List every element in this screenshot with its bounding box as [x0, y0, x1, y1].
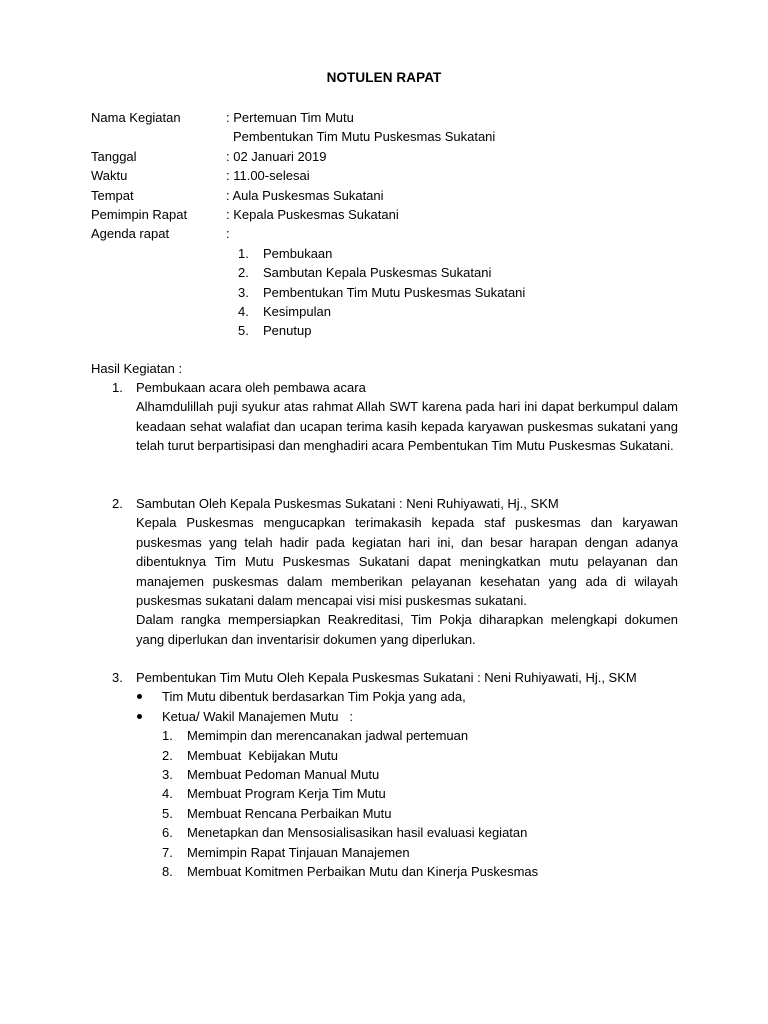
- task-item: [162, 746, 678, 765]
- info-value: : Kepala Puskesmas Sukatani: [226, 206, 399, 222]
- section-number: 1.: [112, 380, 123, 395]
- agenda-item-text: Penutup: [263, 323, 312, 339]
- info-row-tanggal: [91, 147, 691, 166]
- section-heading: [112, 378, 678, 397]
- bullet-icon: [136, 707, 162, 726]
- agenda-item: [238, 302, 691, 321]
- info-label: Agenda rapat: [91, 226, 170, 242]
- hasil-kegiatan-heading: Hasil Kegiatan :: [91, 361, 183, 376]
- info-label: Nama Kegiatan: [91, 110, 181, 125]
- bullet-text: Ketua/ Wakil Manajemen Mutu :: [162, 708, 353, 724]
- section-heading-text: Pembentukan Tim Mutu Oleh Kepala Puskesmas Sukatani : Neni Ruhiyawati, Hj., SKM: [136, 670, 637, 685]
- task-text: Membuat Komitmen Perbaikan Mutu dan Kinerja Puskesmas: [187, 863, 539, 879]
- task-item: [162, 765, 678, 784]
- bullet-text: Tim Mutu dibentuk berdasarkan Tim Pokja yang ada,: [162, 689, 466, 705]
- section-heading-text: Sambutan Oleh Kepala Puskesmas Sukatani : Neni Ruhiyawati, Hj., SKM: [136, 496, 559, 511]
- agenda-item: [238, 321, 691, 340]
- list-number: 5.: [238, 323, 249, 339]
- agenda-item: [238, 263, 691, 282]
- agenda-item: [238, 283, 691, 302]
- list-number: 6.: [162, 825, 173, 841]
- bullet-item: [136, 687, 678, 706]
- list-number: 4.: [162, 786, 173, 802]
- task-item: [162, 843, 678, 862]
- meeting-info: [91, 108, 691, 341]
- list-number: 2.: [162, 747, 173, 763]
- section-sambutan: [112, 494, 678, 649]
- list-number: 5.: [162, 805, 173, 821]
- info-row-agenda-rapat: [91, 224, 691, 243]
- info-value: : 02 Januari 2019: [226, 148, 327, 164]
- agenda-item: [238, 244, 691, 263]
- section-heading-text: Pembukaan acara oleh pembawa acara: [136, 380, 366, 395]
- list-number: 4.: [238, 303, 249, 319]
- task-item: [162, 804, 678, 823]
- info-row-pemimpin-rapat: [91, 205, 691, 224]
- info-label: Tempat: [91, 187, 134, 203]
- agenda-list: [91, 244, 691, 341]
- section-heading: [112, 668, 678, 687]
- list-number: 3.: [162, 766, 173, 782]
- info-label: Pemimpin Rapat: [91, 206, 188, 222]
- list-number: 3.: [238, 284, 249, 300]
- info-row-nama-kegiatan: [91, 108, 691, 127]
- task-item: [162, 823, 678, 842]
- bullet-list: [136, 687, 678, 726]
- info-label: Tanggal: [91, 148, 137, 164]
- paragraph: Dalam rangka mempersiapkan Reakreditasi, Tim Pokja diharapkan melengkapi dokumen yang diperlukan dan inventarisir dokumen yang diperlukan.: [136, 612, 678, 647]
- agenda-item-text: Pembukaan: [263, 245, 333, 261]
- section-pembentukan-tim-mutu: [112, 668, 678, 881]
- info-value: : Pertemuan Tim Mutu: [226, 110, 354, 125]
- task-item: [162, 784, 678, 803]
- list-number: 1.: [238, 245, 249, 261]
- info-label: Waktu: [91, 168, 128, 184]
- list-number: 7.: [162, 844, 173, 860]
- task-list: [112, 726, 678, 881]
- info-value: :: [226, 226, 230, 242]
- info-row-tempat: [91, 186, 691, 205]
- info-value: : Aula Puskesmas Sukatani: [226, 187, 384, 203]
- task-text: Memimpin dan merencanakan jadwal pertemuan: [187, 728, 469, 744]
- paragraph: Kepala Puskesmas mengucapkan terimakasih kepada staf puskesmas dan karyawan puskesmas yang telah hadir pada kegiatan hari ini, dan besar harapan dengan adanya dibentuknya Tim Mutu Puskesmas Sukatani dapat meningkatkan mutu pelayanan dan manajemen puskesmas dalam memberikan pelayanan kesehatan yang ada di wilayah puskesmas sukatani dalam mencapai visi misi puskesmas sukatani.: [136, 515, 678, 609]
- task-item: [162, 862, 678, 881]
- info-value: : 11.00-selesai: [226, 168, 310, 184]
- paragraph: Alhamdulillah puji syukur atas rahmat Allah SWT karena pada hari ini dapat berkumpul dalam keadaan sehat walafiat dan ucapan terima kasih kepada karyawan puskesmas sukatani yang telah turut berpartisipasi dan menghadiri acara Pembentukan Tim Mutu Puskesmas Sukatani.: [136, 399, 678, 454]
- section-number: 3.: [112, 670, 123, 685]
- section-pembukaan: [112, 378, 678, 456]
- list-number: 8.: [162, 863, 173, 879]
- section-number: 2.: [112, 496, 123, 511]
- agenda-item-text: Pembentukan Tim Mutu Puskesmas Sukatani: [263, 284, 526, 300]
- agenda-item-text: Sambutan Kepala Puskesmas Sukatani: [263, 265, 492, 281]
- section-body: [136, 397, 678, 455]
- document-title: NOTULEN RAPAT: [326, 70, 442, 85]
- task-text: Membuat Rencana Perbaikan Mutu: [187, 805, 392, 821]
- section-body: [136, 513, 678, 649]
- task-text: Menetapkan dan Mensosialisasikan hasil evaluasi kegiatan: [187, 825, 528, 841]
- task-text: Membuat Program Kerja Tim Mutu: [187, 786, 386, 802]
- agenda-item-text: Kesimpulan: [263, 303, 331, 319]
- bullet-icon: [136, 687, 162, 706]
- task-text: Membuat Kebijakan Mutu: [187, 747, 339, 763]
- section-heading: [112, 494, 678, 513]
- task-text: Membuat Pedoman Manual Mutu: [187, 766, 380, 782]
- task-item: [162, 726, 678, 745]
- info-value-continued: Pembentukan Tim Mutu Puskesmas Sukatani: [233, 129, 496, 145]
- list-number: 2.: [238, 265, 249, 281]
- info-row-waktu: [91, 166, 691, 185]
- list-number: 1.: [162, 728, 173, 744]
- bullet-item: [136, 707, 678, 726]
- task-text: Memimpin Rapat Tinjauan Manajemen: [187, 844, 410, 860]
